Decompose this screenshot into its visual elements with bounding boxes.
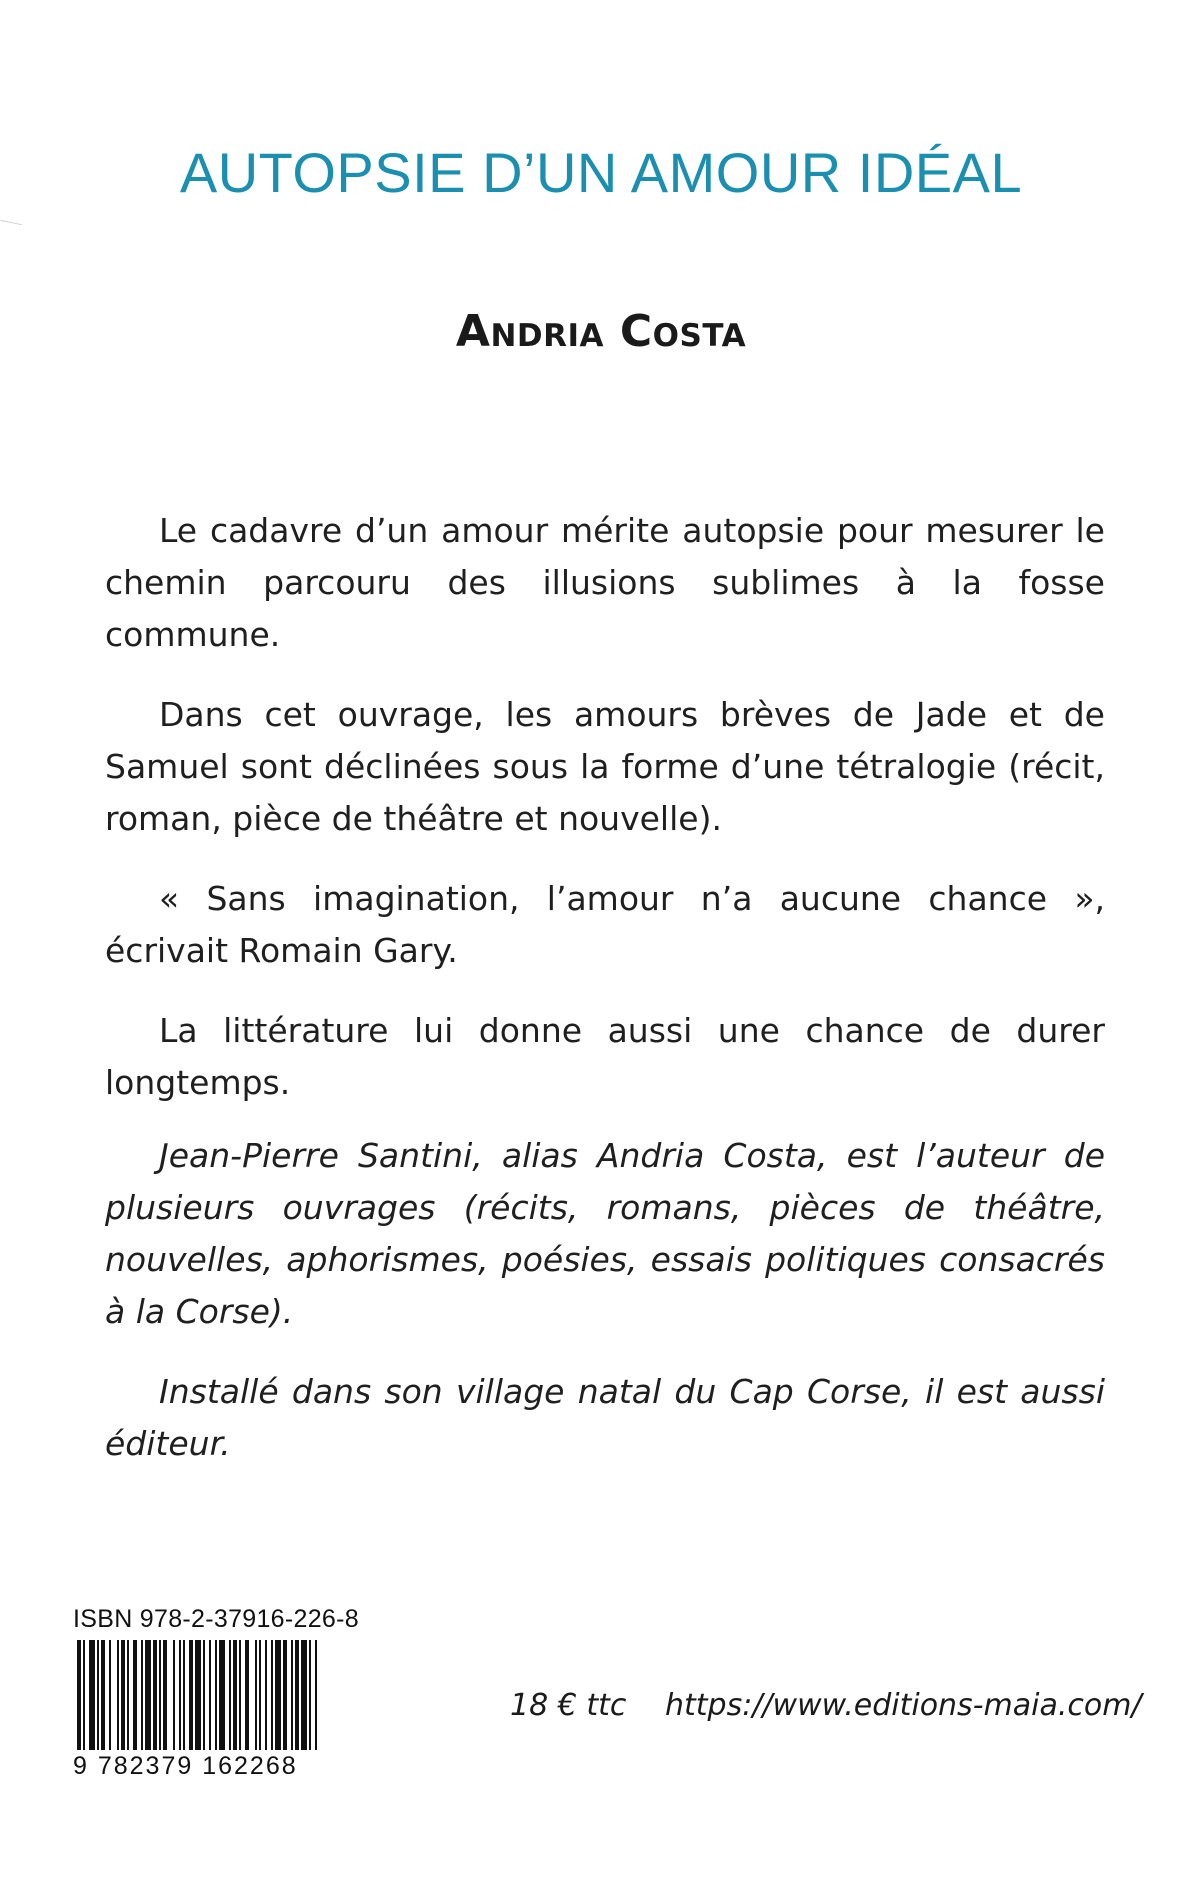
- barcode-bar: [89, 1640, 95, 1750]
- barcode-bar: [229, 1640, 231, 1750]
- barcode-bar: [309, 1640, 311, 1750]
- author-name: Andria Costa: [455, 306, 747, 357]
- barcode-bar: [265, 1640, 267, 1750]
- barcode-bar: [77, 1640, 81, 1750]
- bio-paragraph: Jean-Pierre Santini, alias Andria Costa, est l’auteur de plusieurs ouvrages (récits, romans, pièces de théâtre, nouvelles, aphorismes, poésies, essais politiques consacrés à la Corse).: [105, 1136, 1105, 1331]
- barcode-bar: [101, 1640, 105, 1750]
- barcode-bar: [215, 1640, 217, 1750]
- barcode-bar: [141, 1640, 143, 1750]
- barcode-bar: [153, 1640, 157, 1750]
- barcode-digits: 9 782379 162268: [73, 1752, 298, 1780]
- barcode-bar: [173, 1640, 175, 1750]
- summary-paragraph: La littérature lui donne aussi une chance de durer longtemps.: [105, 1011, 1105, 1102]
- barcode-bar: [117, 1640, 119, 1750]
- barcode-bar: [127, 1640, 129, 1750]
- barcode-bar: [159, 1640, 161, 1750]
- barcode-bar: [97, 1640, 99, 1750]
- barcode-bar: [209, 1640, 211, 1750]
- summary-paragraph: Dans cet ouvrage, les amours brèves de Jade et de Samuel sont déclinées sous la forme d’une tétralogie (récit, roman, pièce de théâtre et nouvelle).: [105, 695, 1105, 838]
- barcode-bar: [275, 1640, 281, 1750]
- barcode-bar: [145, 1640, 151, 1750]
- barcode-bar: [283, 1640, 287, 1750]
- scan-edge-mark: [0, 220, 22, 228]
- barcode-bar: [183, 1640, 185, 1750]
- barcode-bar: [255, 1640, 257, 1750]
- barcode-bar: [271, 1640, 273, 1750]
- price-label: 18 € ttc: [510, 1688, 627, 1723]
- summary-paragraph: « Sans imagination, l’amour n’a aucune chance », écrivait Romain Gary.: [105, 879, 1105, 970]
- publisher-website: https://www.editions-maia.com/: [665, 1688, 1142, 1723]
- barcode-bar: [245, 1640, 249, 1750]
- barcode-bar: [233, 1640, 237, 1750]
- barcode-bar: [301, 1640, 307, 1750]
- barcode-bar: [83, 1640, 85, 1750]
- barcode-bar: [163, 1640, 167, 1750]
- isbn-label: ISBN 978-2-37916-226-8: [73, 1605, 359, 1633]
- barcode-bar: [259, 1640, 261, 1750]
- barcode-bar: [203, 1640, 205, 1750]
- barcode-bar: [179, 1640, 181, 1750]
- barcode-bar: [109, 1640, 111, 1750]
- barcode-bar: [189, 1640, 193, 1750]
- barcode-bar: [133, 1640, 137, 1750]
- barcode-bar: [239, 1640, 241, 1750]
- book-title: AUTOPSIE D’UN AMOUR IDÉAL: [179, 141, 1023, 204]
- summary-block: [105, 505, 1105, 1137]
- barcode-bar: [315, 1640, 317, 1750]
- barcode-bar: [195, 1640, 201, 1750]
- summary-paragraph: Le cadavre d’un amour mérite autopsie pour mesurer le chemin parcouru des illusions sublimes à la fosse commune.: [105, 511, 1105, 654]
- barcode-image: [73, 1640, 363, 1750]
- barcode-bar: [295, 1640, 299, 1750]
- barcode-bar: [121, 1640, 125, 1750]
- bio-paragraph: Installé dans son village natal du Cap Corse, il est aussi éditeur.: [105, 1372, 1105, 1463]
- author-bio-block: [105, 1130, 1105, 1498]
- isbn-block: [73, 1605, 363, 1781]
- barcode-bar: [219, 1640, 225, 1750]
- barcode-bar: [291, 1640, 293, 1750]
